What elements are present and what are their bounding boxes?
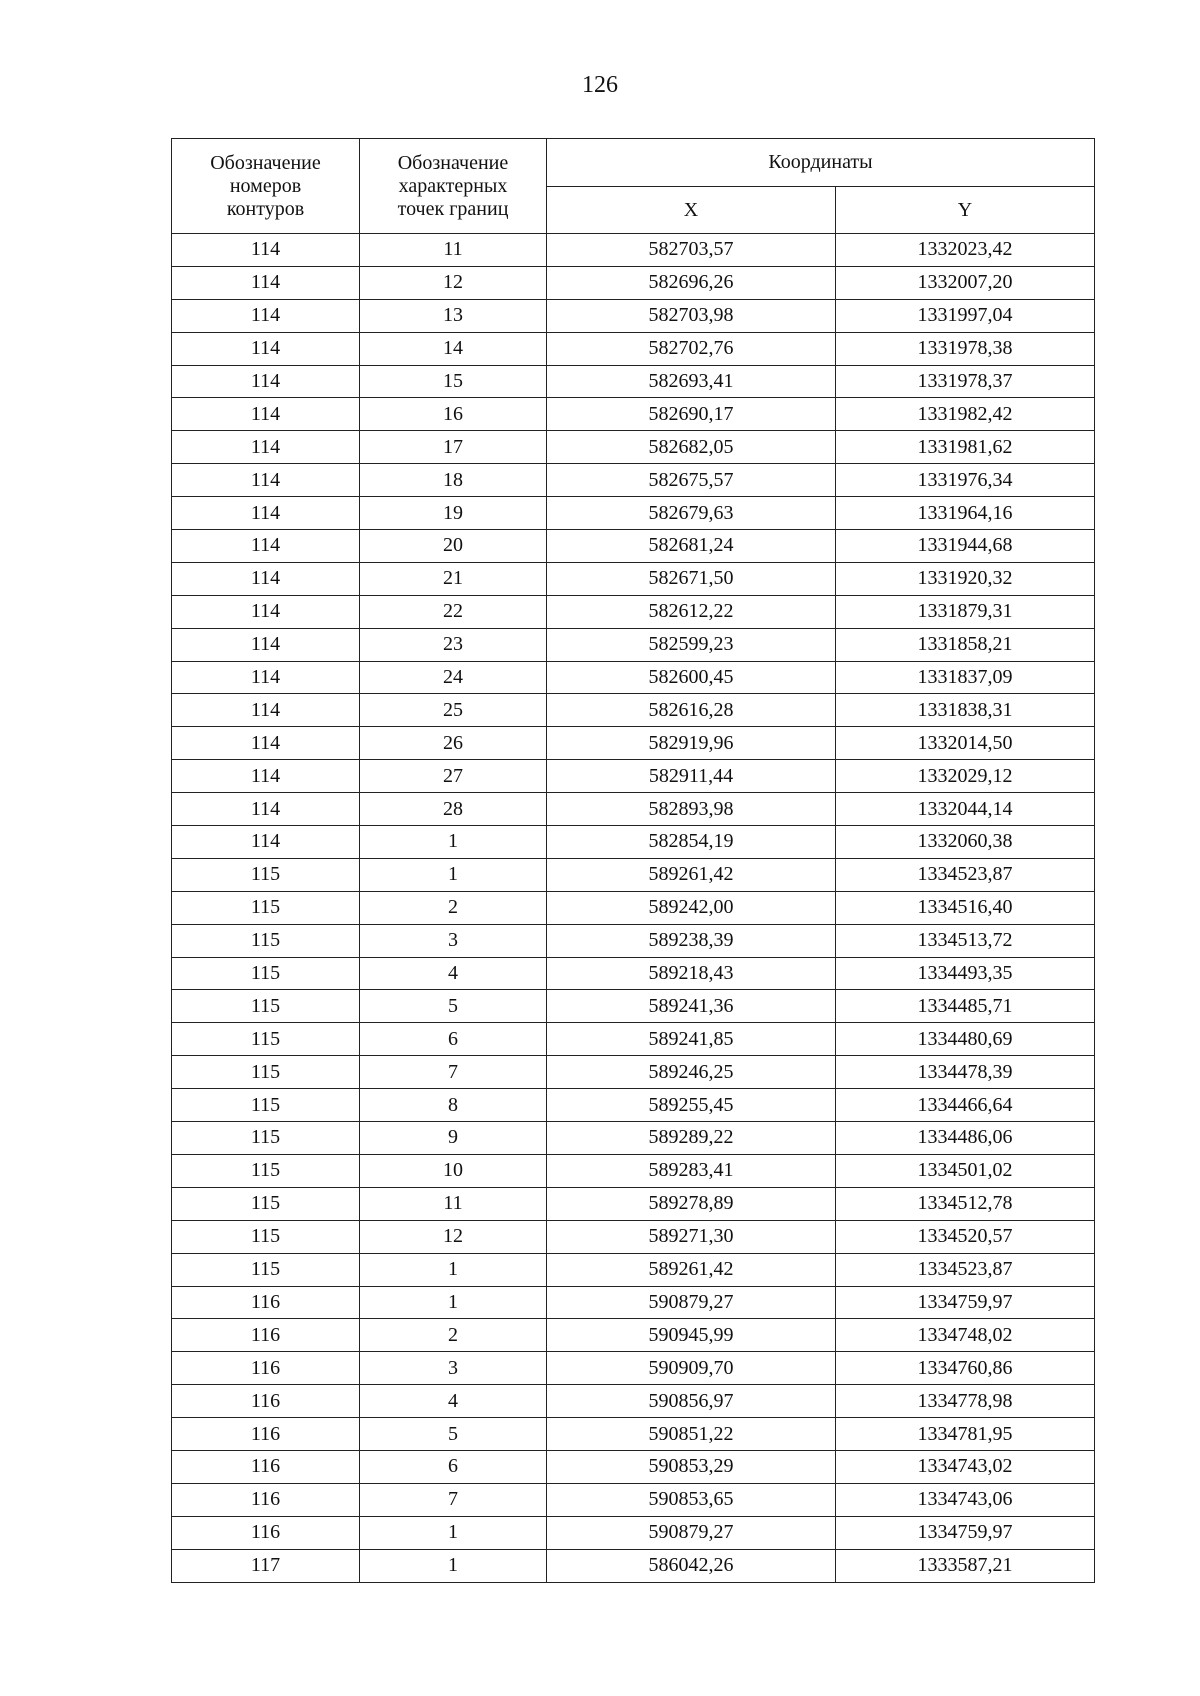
table-row: [172, 891, 1095, 924]
table-header: [172, 139, 1095, 234]
cell-point: 22: [360, 595, 547, 628]
cell-point: 28: [360, 793, 547, 826]
cell-contour: 114: [172, 299, 360, 332]
cell-point: 18: [360, 464, 547, 497]
table-row: [172, 266, 1095, 299]
table-row: [172, 924, 1095, 957]
cell-point: 7: [360, 1056, 547, 1089]
cell-x: 582919,96: [547, 727, 836, 760]
table-row: [172, 562, 1095, 595]
cell-y: 1331982,42: [836, 398, 1095, 431]
cell-contour: 115: [172, 990, 360, 1023]
cell-point: 24: [360, 661, 547, 694]
cell-x: 589241,36: [547, 990, 836, 1023]
cell-y: 1332014,50: [836, 727, 1095, 760]
cell-point: 14: [360, 332, 547, 365]
cell-y: 1331964,16: [836, 497, 1095, 530]
cell-point: 4: [360, 957, 547, 990]
cell-point: 1: [360, 826, 547, 859]
cell-point: 25: [360, 694, 547, 727]
cell-x: 582693,41: [547, 365, 836, 398]
table-row: [172, 1418, 1095, 1451]
cell-point: 11: [360, 234, 547, 267]
page-number: 126: [582, 72, 618, 98]
cell-y: 1331944,68: [836, 530, 1095, 563]
header-x: X: [547, 187, 836, 234]
cell-x: 589261,42: [547, 1253, 836, 1286]
cell-y: 1334743,02: [836, 1450, 1095, 1483]
cell-x: 590879,27: [547, 1516, 836, 1549]
cell-y: 1334520,57: [836, 1220, 1095, 1253]
table-row: [172, 826, 1095, 859]
cell-point: 6: [360, 1450, 547, 1483]
cell-contour: 115: [172, 1220, 360, 1253]
cell-y: 1334493,35: [836, 957, 1095, 990]
table-row: [172, 1220, 1095, 1253]
table-row: [172, 464, 1095, 497]
cell-y: 1334512,78: [836, 1187, 1095, 1220]
cell-contour: 114: [172, 727, 360, 760]
table-row: [172, 957, 1095, 990]
cell-x: 582682,05: [547, 431, 836, 464]
cell-x: 582599,23: [547, 628, 836, 661]
header-contour-numbers: Обозначение номеров контуров: [172, 139, 360, 234]
cell-point: 16: [360, 398, 547, 431]
cell-y: 1334759,97: [836, 1516, 1095, 1549]
table-row: [172, 365, 1095, 398]
cell-y: 1334743,06: [836, 1483, 1095, 1516]
cell-point: 2: [360, 891, 547, 924]
cell-y: 1334501,02: [836, 1154, 1095, 1187]
cell-x: 582702,76: [547, 332, 836, 365]
cell-x: 589271,30: [547, 1220, 836, 1253]
table-row: [172, 1056, 1095, 1089]
cell-contour: 116: [172, 1418, 360, 1451]
cell-point: 23: [360, 628, 547, 661]
cell-x: 582675,57: [547, 464, 836, 497]
cell-contour: 114: [172, 694, 360, 727]
cell-point: 1: [360, 1286, 547, 1319]
cell-y: 1332023,42: [836, 234, 1095, 267]
cell-x: 590909,70: [547, 1352, 836, 1385]
cell-point: 11: [360, 1187, 547, 1220]
cell-x: 589242,00: [547, 891, 836, 924]
cell-x: 589238,39: [547, 924, 836, 957]
cell-contour: 116: [172, 1483, 360, 1516]
table-row: [172, 1154, 1095, 1187]
cell-contour: 114: [172, 365, 360, 398]
table-row: [172, 793, 1095, 826]
cell-point: 1: [360, 1549, 547, 1582]
cell-point: 1: [360, 1516, 547, 1549]
table-row: [172, 694, 1095, 727]
table-row: [172, 398, 1095, 431]
cell-y: 1334523,87: [836, 858, 1095, 891]
table-row: [172, 1089, 1095, 1122]
cell-y: 1334513,72: [836, 924, 1095, 957]
cell-x: 589261,42: [547, 858, 836, 891]
table-row: [172, 234, 1095, 267]
cell-x: 589255,45: [547, 1089, 836, 1122]
cell-contour: 115: [172, 1187, 360, 1220]
cell-point: 1: [360, 858, 547, 891]
cell-contour: 115: [172, 1122, 360, 1155]
cell-y: 1331981,62: [836, 431, 1095, 464]
cell-y: 1331879,31: [836, 595, 1095, 628]
table-row: [172, 1516, 1095, 1549]
cell-x: 582911,44: [547, 760, 836, 793]
cell-x: 582681,24: [547, 530, 836, 563]
header-boundary-points: Обозначение характерных точек границ: [360, 139, 547, 234]
cell-contour: 114: [172, 661, 360, 694]
table-row: [172, 497, 1095, 530]
cell-contour: 114: [172, 562, 360, 595]
cell-contour: 114: [172, 628, 360, 661]
cell-contour: 115: [172, 1154, 360, 1187]
cell-y: 1334480,69: [836, 1023, 1095, 1056]
cell-contour: 116: [172, 1450, 360, 1483]
cell-contour: 116: [172, 1286, 360, 1319]
cell-y: 1334748,02: [836, 1319, 1095, 1352]
cell-x: 582854,19: [547, 826, 836, 859]
cell-x: 582696,26: [547, 266, 836, 299]
table-row: [172, 431, 1095, 464]
table-row: [172, 1319, 1095, 1352]
table-body: [172, 234, 1095, 1583]
cell-contour: 115: [172, 924, 360, 957]
table-row: [172, 990, 1095, 1023]
table-row: [172, 1549, 1095, 1582]
cell-contour: 114: [172, 530, 360, 563]
cell-contour: 115: [172, 957, 360, 990]
table-row: [172, 1483, 1095, 1516]
cell-point: 9: [360, 1122, 547, 1155]
cell-point: 19: [360, 497, 547, 530]
cell-contour: 116: [172, 1352, 360, 1385]
table-row: [172, 1450, 1095, 1483]
header-coordinates: Координаты: [547, 139, 1095, 187]
cell-point: 13: [360, 299, 547, 332]
cell-x: 589283,41: [547, 1154, 836, 1187]
cell-contour: 114: [172, 595, 360, 628]
cell-y: 1334486,06: [836, 1122, 1095, 1155]
cell-contour: 114: [172, 464, 360, 497]
cell-x: 589241,85: [547, 1023, 836, 1056]
cell-contour: 116: [172, 1516, 360, 1549]
cell-x: 582703,57: [547, 234, 836, 267]
cell-x: 590879,27: [547, 1286, 836, 1319]
cell-point: 21: [360, 562, 547, 595]
cell-y: 1331920,32: [836, 562, 1095, 595]
cell-y: 1334781,95: [836, 1418, 1095, 1451]
cell-x: 590856,97: [547, 1385, 836, 1418]
cell-contour: 117: [172, 1549, 360, 1582]
cell-contour: 114: [172, 793, 360, 826]
cell-contour: 114: [172, 266, 360, 299]
table-row: [172, 595, 1095, 628]
cell-y: 1331838,31: [836, 694, 1095, 727]
cell-x: 590853,29: [547, 1450, 836, 1483]
cell-contour: 115: [172, 891, 360, 924]
cell-x: 582616,28: [547, 694, 836, 727]
cell-y: 1333587,21: [836, 1549, 1095, 1582]
cell-point: 1: [360, 1253, 547, 1286]
cell-contour: 115: [172, 1056, 360, 1089]
cell-contour: 114: [172, 431, 360, 464]
cell-point: 27: [360, 760, 547, 793]
cell-point: 6: [360, 1023, 547, 1056]
cell-y: 1334760,86: [836, 1352, 1095, 1385]
cell-y: 1331997,04: [836, 299, 1095, 332]
cell-y: 1332029,12: [836, 760, 1095, 793]
table-row: [172, 1122, 1095, 1155]
cell-contour: 116: [172, 1319, 360, 1352]
table-row: [172, 1385, 1095, 1418]
cell-contour: 114: [172, 234, 360, 267]
cell-point: 5: [360, 990, 547, 1023]
header-y: Y: [836, 187, 1095, 234]
coordinates-table: [171, 138, 1095, 1583]
cell-y: 1334516,40: [836, 891, 1095, 924]
cell-contour: 115: [172, 1253, 360, 1286]
cell-point: 15: [360, 365, 547, 398]
cell-y: 1332060,38: [836, 826, 1095, 859]
cell-y: 1332007,20: [836, 266, 1095, 299]
cell-x: 589278,89: [547, 1187, 836, 1220]
cell-contour: 115: [172, 1023, 360, 1056]
table-row: [172, 628, 1095, 661]
cell-x: 589289,22: [547, 1122, 836, 1155]
table-row: [172, 661, 1095, 694]
cell-y: 1331858,21: [836, 628, 1095, 661]
cell-contour: 116: [172, 1385, 360, 1418]
cell-point: 17: [360, 431, 547, 464]
cell-contour: 114: [172, 826, 360, 859]
cell-x: 582703,98: [547, 299, 836, 332]
cell-point: 2: [360, 1319, 547, 1352]
table-row: [172, 299, 1095, 332]
cell-x: 589246,25: [547, 1056, 836, 1089]
cell-contour: 115: [172, 1089, 360, 1122]
table-row: [172, 1286, 1095, 1319]
table-row: [172, 760, 1095, 793]
cell-x: 582679,63: [547, 497, 836, 530]
cell-y: 1332044,14: [836, 793, 1095, 826]
cell-x: 582690,17: [547, 398, 836, 431]
cell-x: 589218,43: [547, 957, 836, 990]
cell-x: 586042,26: [547, 1549, 836, 1582]
cell-point: 7: [360, 1483, 547, 1516]
cell-point: 26: [360, 727, 547, 760]
table-row: [172, 1023, 1095, 1056]
cell-x: 590851,22: [547, 1418, 836, 1451]
cell-y: 1331837,09: [836, 661, 1095, 694]
table-row: [172, 1253, 1095, 1286]
cell-point: 5: [360, 1418, 547, 1451]
cell-point: 3: [360, 1352, 547, 1385]
cell-y: 1331976,34: [836, 464, 1095, 497]
cell-contour: 114: [172, 332, 360, 365]
cell-contour: 114: [172, 398, 360, 431]
cell-point: 10: [360, 1154, 547, 1187]
cell-y: 1331978,37: [836, 365, 1095, 398]
cell-y: 1334778,98: [836, 1385, 1095, 1418]
cell-point: 20: [360, 530, 547, 563]
cell-point: 8: [360, 1089, 547, 1122]
table-row: [172, 727, 1095, 760]
cell-point: 4: [360, 1385, 547, 1418]
table-row: [172, 858, 1095, 891]
cell-x: 590945,99: [547, 1319, 836, 1352]
cell-x: 582612,22: [547, 595, 836, 628]
cell-y: 1334466,64: [836, 1089, 1095, 1122]
cell-contour: 114: [172, 497, 360, 530]
cell-x: 582600,45: [547, 661, 836, 694]
cell-x: 582671,50: [547, 562, 836, 595]
cell-contour: 114: [172, 760, 360, 793]
cell-point: 12: [360, 1220, 547, 1253]
cell-contour: 115: [172, 858, 360, 891]
cell-y: 1331978,38: [836, 332, 1095, 365]
cell-x: 582893,98: [547, 793, 836, 826]
cell-x: 590853,65: [547, 1483, 836, 1516]
table-row: [172, 1187, 1095, 1220]
cell-y: 1334478,39: [836, 1056, 1095, 1089]
cell-point: 12: [360, 266, 547, 299]
cell-y: 1334523,87: [836, 1253, 1095, 1286]
table-row: [172, 530, 1095, 563]
cell-y: 1334759,97: [836, 1286, 1095, 1319]
table-row: [172, 1352, 1095, 1385]
cell-point: 3: [360, 924, 547, 957]
table-row: [172, 332, 1095, 365]
cell-y: 1334485,71: [836, 990, 1095, 1023]
